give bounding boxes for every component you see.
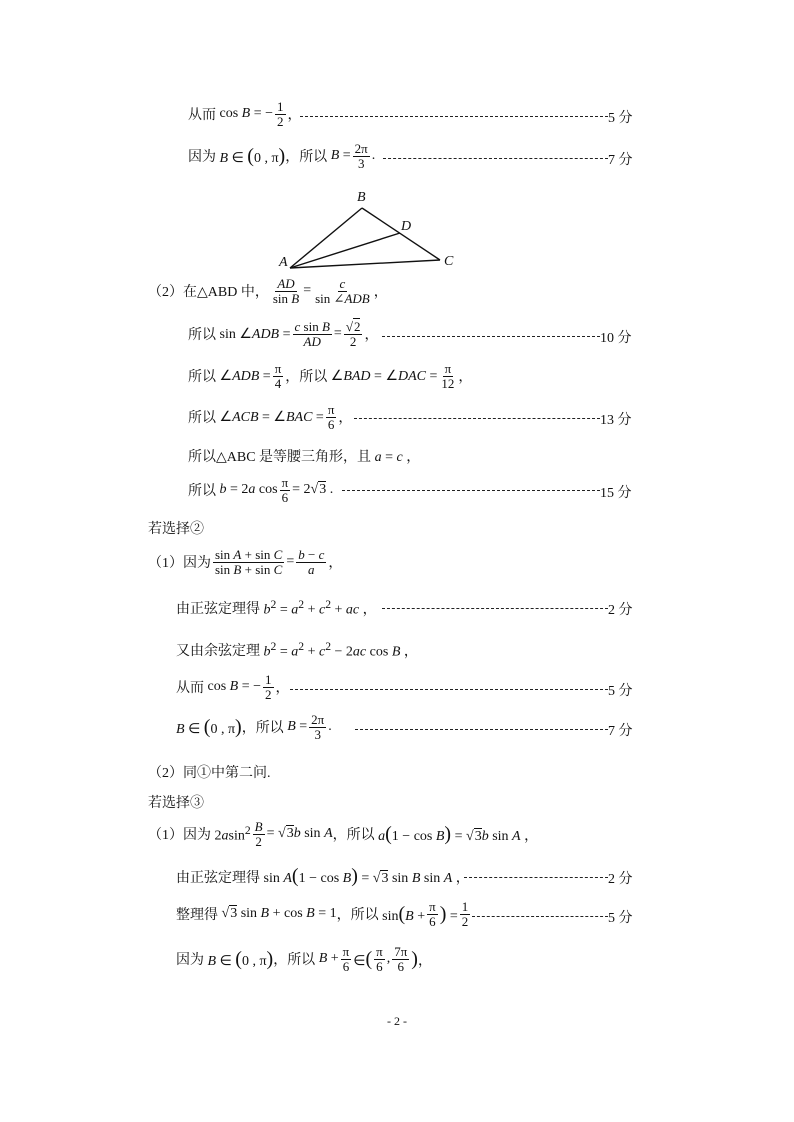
- line-b-range-1: 因为 B ∈ (0 , π) ， 所以 B = $\frac{2\pi}{3}$ .: [188, 141, 376, 171]
- line-sin-adb: 所以 sin ∠ADB = $\frac{\text{c sin B}}{AD}$ = $\frac{√2}{2}$ ，: [188, 319, 379, 349]
- line-isosceles: 所以△ABC 是等腰三角形，且 a = c ，: [188, 450, 421, 465]
- line-b-range-2: B ∈ (0 , π) ， 所以 B = $\frac{2\pi}{3}$ .: [176, 712, 332, 742]
- line-simplify: 整理得 √3 sin B + cos B = 1 ， 所以 sin(B + $\frac{\pi}{6}$ ) = $\frac{1}{2}$: [176, 899, 469, 929]
- dotted-leader: [300, 116, 608, 117]
- line-sine-law-3: 由正弦定理得 sin A(1 − cos B) = √3 sin B sin A ，: [176, 865, 470, 887]
- line-b-value: 所以 b = 2a cos $\frac{\pi}{6}$ = 2√3 .: [188, 475, 334, 505]
- line-sine-law-2: 由正弦定理得 $b^2 = a^2 + c^2$ + ac ，: [176, 598, 377, 618]
- dotted-leader: [382, 608, 608, 609]
- line-sine-law-abd: （2）在△ABD 中， $\frac{AD}{\text{sin B}}$ = $\frac{c}{\text{sin ∠ADB}}$ ，: [148, 276, 388, 306]
- vertex-label-d: D: [401, 219, 412, 234]
- line-angle-adb: 所以 ∠ADB = $\frac{\pi}{4}$ ， 所以 ∠BAD = ∠DAC = $\frac{\pi}{12}$ ，: [188, 361, 473, 391]
- line-cosb-1: 从而 cos B = − $\frac{1}{2}$ ，: [188, 99, 302, 129]
- fraction: $\frac{1}{2}$: [277, 99, 284, 129]
- line-b-range-3: 因为 B ∈ (0 , π) ， 所以 B + $\frac{\pi}{6}$ ∈( $\frac{\pi}{6}$ , $\frac{7\pi}{6}$ )，: [176, 944, 432, 974]
- page-number: - 2 -: [387, 1014, 407, 1028]
- line-cosb-2: 从而 cos B = − $\frac{1}{2}$ ，: [176, 672, 290, 702]
- dotted-leader: [354, 418, 600, 419]
- score-label: 13 分: [600, 413, 632, 428]
- dotted-leader: [382, 336, 600, 337]
- dotted-leader: [290, 689, 608, 690]
- dotted-leader: [342, 490, 600, 491]
- score-label: 7 分: [608, 153, 633, 168]
- score-label: 2 分: [608, 872, 633, 887]
- score-label: 5 分: [608, 111, 633, 126]
- score-label: 5 分: [608, 911, 633, 926]
- section-header-choice-3: 若选择③: [148, 796, 204, 811]
- dotted-leader: [464, 877, 608, 878]
- dotted-leader: [383, 158, 608, 159]
- line-condition-3: （1）因为 2asin$^2$ $\frac{B}{2}$ = √3b sin A ， 所以 a(1 − cos B) = √3b sin A ，: [148, 819, 539, 849]
- score-label: 2 分: [608, 603, 633, 618]
- dotted-leader: [355, 729, 608, 730]
- vertex-label-a: A: [279, 255, 288, 270]
- dotted-leader: [472, 916, 608, 917]
- vertex-label-c: C: [444, 254, 454, 269]
- score-label: 15 分: [600, 486, 632, 501]
- line-ratio-condition: （1）因为 $\frac{\text{sin A + sin C}}{\text{sin B + sin C}}$ = $\frac{b - c}{a}$ ，: [148, 547, 343, 577]
- score-label: 10 分: [600, 331, 632, 346]
- score-label: 7 分: [608, 724, 633, 739]
- score-label: 5 分: [608, 684, 633, 699]
- line-cosine-law: 又由余弦定理 $b^2 = a^2 + c^2 - 2ac$ cos B ，: [176, 640, 418, 660]
- text-congerr: 从而: [188, 108, 216, 124]
- line-same-as-1: （2）同①中第二问.: [148, 766, 271, 781]
- vertex-label-b: B: [357, 190, 366, 205]
- section-header-choice-2: 若选择②: [148, 522, 204, 537]
- line-angle-acb: 所以 ∠ACB = ∠BAC = $\frac{\pi}{6}$ ，: [188, 402, 353, 432]
- side-ab: [290, 208, 362, 268]
- triangle-diagram: [270, 188, 470, 278]
